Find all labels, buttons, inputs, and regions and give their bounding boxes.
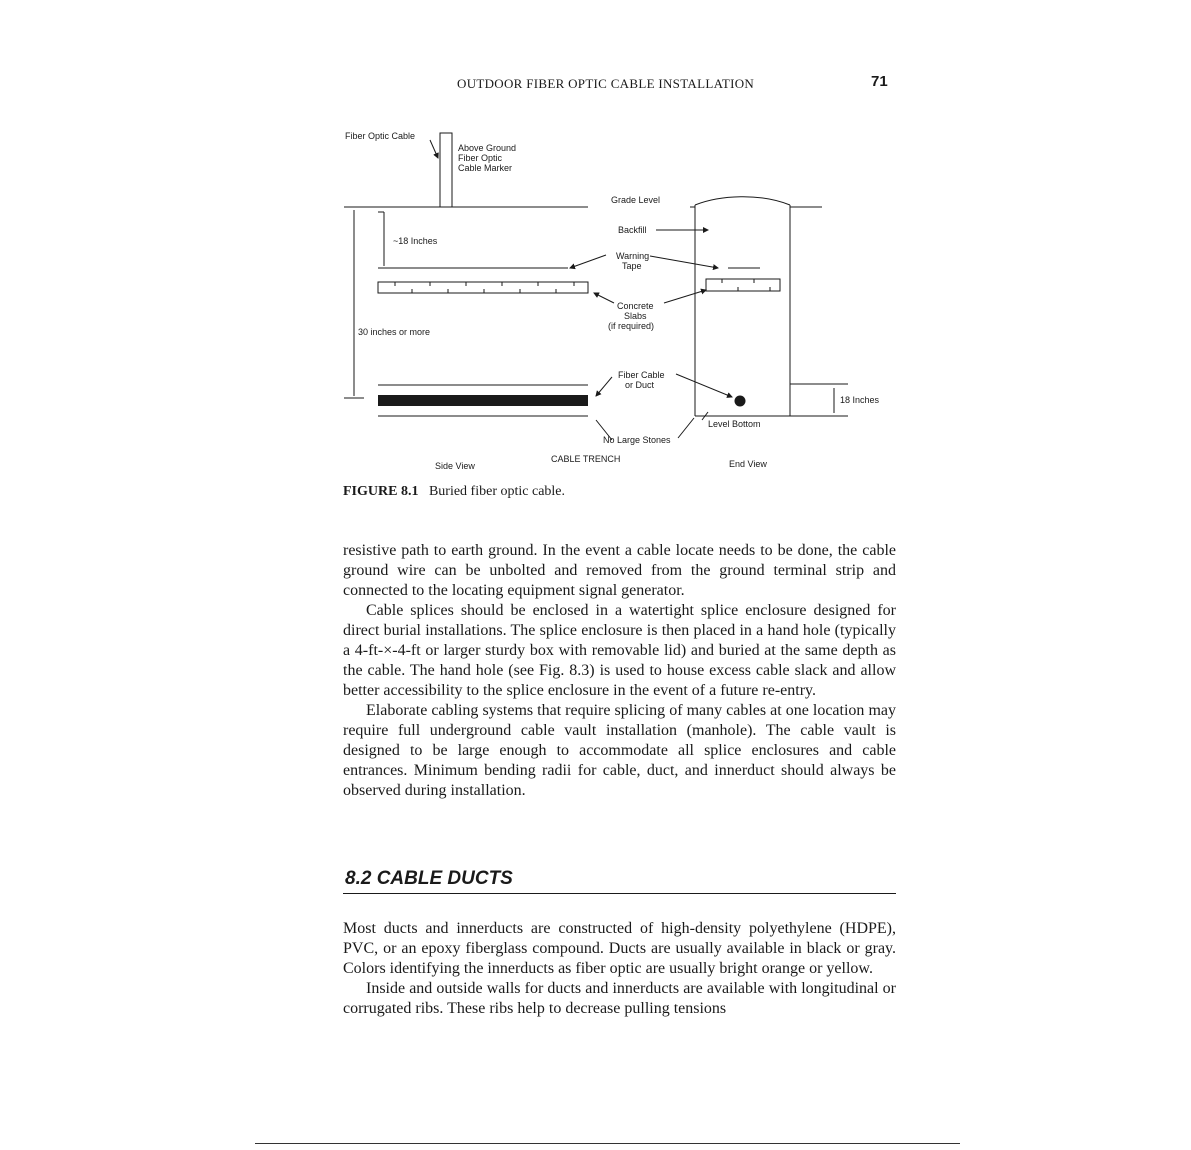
label-end-view: End View <box>729 459 767 469</box>
running-head: OUTDOOR FIBER OPTIC CABLE INSTALLATION <box>457 76 755 91</box>
page-number: 71 <box>871 73 888 90</box>
section-paragraph-2: Inside and outside walls for ducts and innerducts are available with longitudinal or corrugated ribs. These ribs help to decrease pulling tensions <box>343 980 896 1017</box>
label-thirty-inches: 30 inches or more <box>358 327 431 337</box>
warning-pointer-left <box>570 255 606 268</box>
label-grade-level: Grade Level <box>611 195 661 205</box>
label-fiber-optic-cable: Fiber Optic Cable <box>345 131 416 141</box>
figure-caption <box>343 484 565 500</box>
label-marker-2: Fiber Optic <box>458 153 503 163</box>
body-paragraph-2: Cable splices should be enclosed in a watertight splice enclosure designed for direct burial installations. The splice enclosure is then placed in a hand hole (typically a 4-ft-×-4-ft or larger sturdy box with removable lid) and buried at the same depth as the cable. The hand hole (see Fig. 8.3) is used to house excess cable slack and allow better accessibility to the splice enclosure in the event of a future re-entry. <box>343 602 896 699</box>
label-marker-3: Cable Marker <box>458 163 513 173</box>
body-paragraph-1: resistive path to earth ground. In the event a cable locate needs to be done, the cable ground wire can be unbolted and removed from the ground terminal strip and connected to the locating equipment signal generator. <box>343 542 896 599</box>
label-concrete-1: Concrete <box>617 301 654 311</box>
figure-caption-label: FIGURE 8.1 <box>343 484 419 499</box>
section-rule <box>343 893 896 894</box>
label-side-view: Side View <box>435 461 475 471</box>
label-eighteen-inches-left: ~18 Inches <box>393 236 438 246</box>
fiber-cable-pointer <box>430 140 438 158</box>
concrete-slab-end <box>706 279 780 291</box>
label-warning-1: Warning <box>616 251 650 261</box>
label-no-large-stones: No Large Stones <box>603 435 671 445</box>
section-paragraph-1: Most ducts and innerducts are constructed of high-density polyethylene (HDPE), PVC, or an epoxy fiberglass compound. Ducts are usually available in black or gray. Colors identifying the innerducts as fiber optic are usually bright orange or yellow. <box>343 920 896 977</box>
body-text <box>343 541 896 801</box>
footer-rule <box>255 1143 960 1144</box>
label-eighteen-inches-right: 18 Inches <box>840 395 880 405</box>
cable-trench-figure <box>0 0 1191 500</box>
label-warning-2: Tape <box>622 261 642 271</box>
label-marker-1: Above Ground <box>458 143 517 153</box>
figure-caption-text: Buried fiber optic cable. <box>428 484 566 499</box>
label-concrete-2: Slabs <box>624 311 647 321</box>
label-level-bottom: Level Bottom <box>708 419 761 429</box>
section-text <box>343 919 896 1019</box>
cable-marker-post <box>440 133 452 207</box>
label-fiber-cable-2: or Duct <box>625 380 655 390</box>
body-paragraph-3: Elaborate cabling systems that require splicing of many cables at one location may require full underground cable vault installation (manhole). The cable vault is designed to be large enough to accommodate all splice enclosures and cable entrances. Minimum bending radii for cable, duct, and innerduct should always be observed during installation. <box>343 702 896 799</box>
label-cable-trench: CABLE TRENCH <box>551 454 621 464</box>
label-backfill: Backfill <box>618 225 647 235</box>
fiber-cable-side <box>378 395 588 406</box>
label-concrete-3: (if required) <box>608 321 655 331</box>
fiber-cable-end <box>735 396 746 407</box>
label-fiber-cable-1: Fiber Cable <box>618 370 665 380</box>
section-heading: 8.2 CABLE DUCTS <box>345 868 513 889</box>
end-view-mound <box>695 197 790 205</box>
